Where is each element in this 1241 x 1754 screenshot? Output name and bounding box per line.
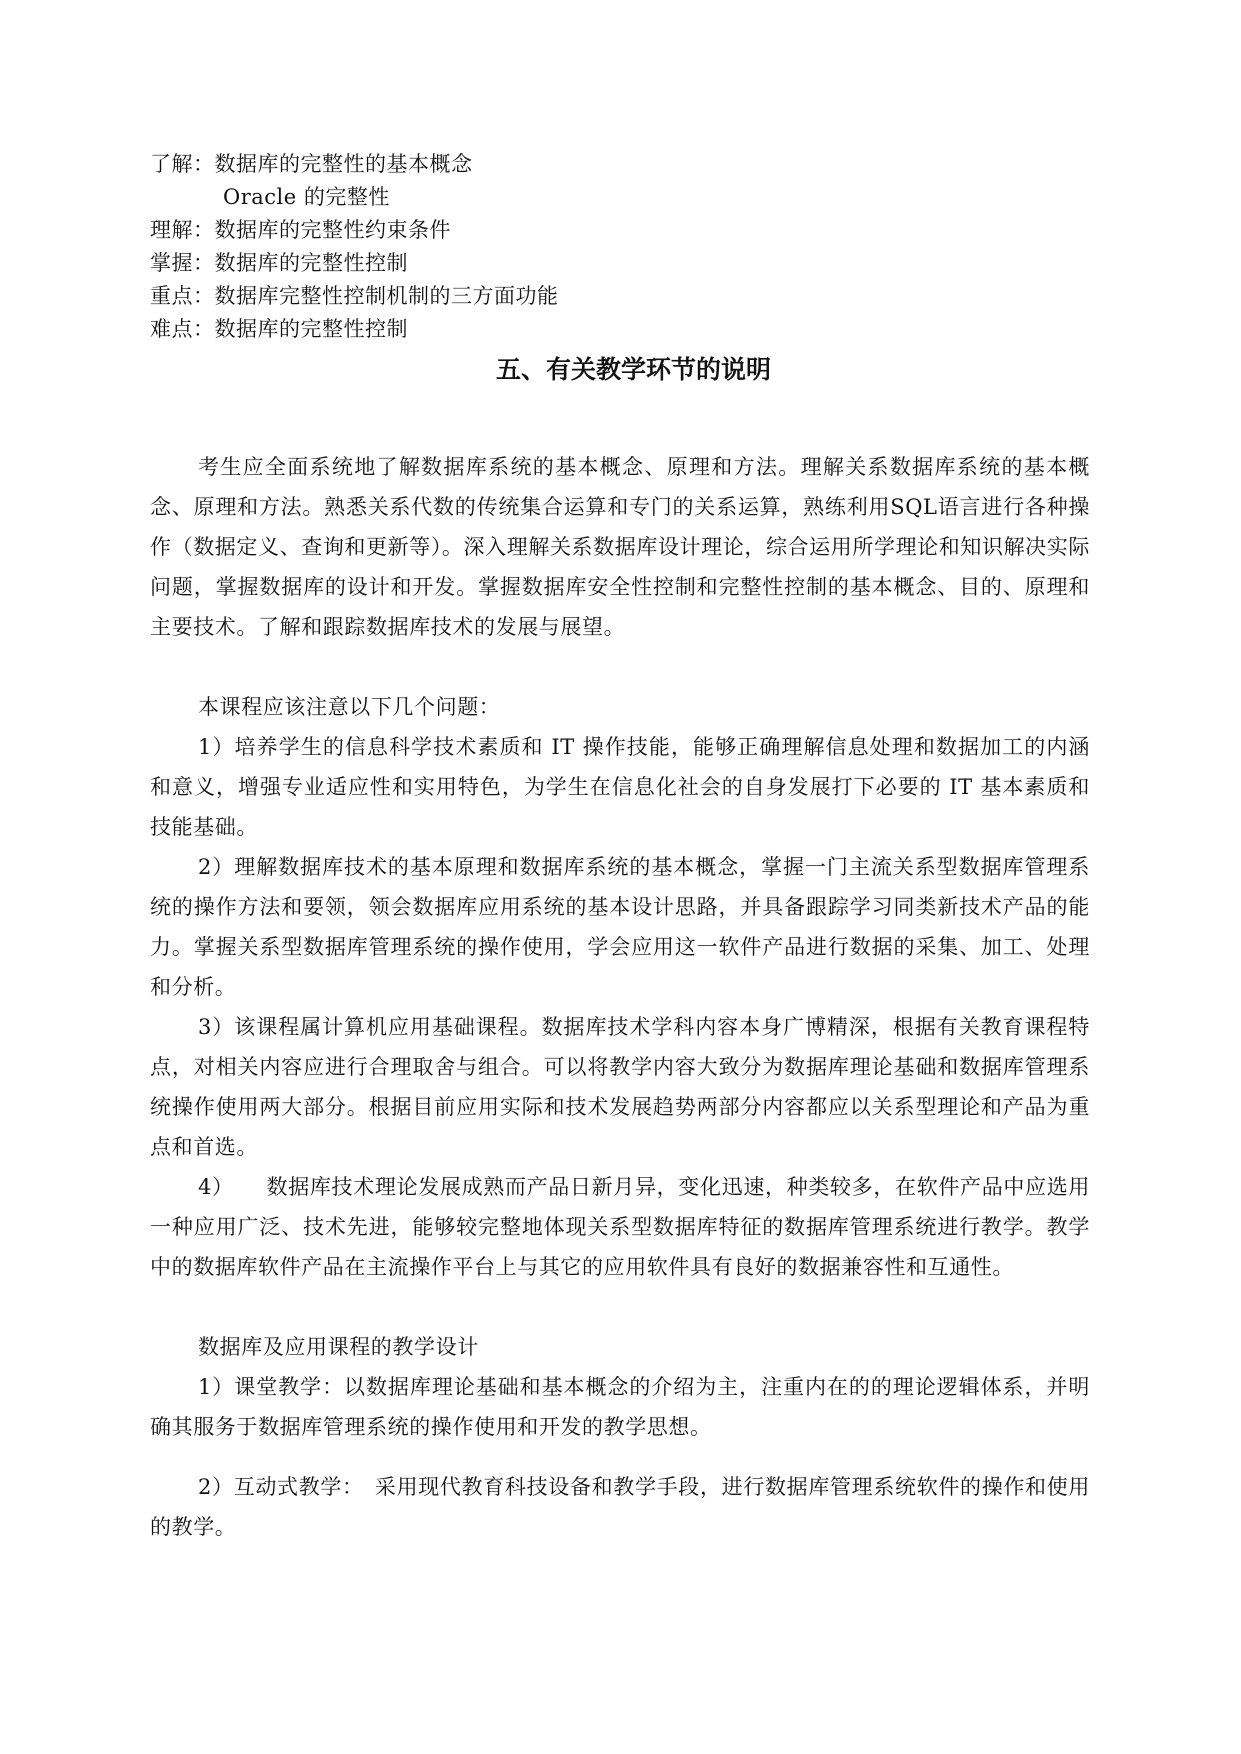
requirement-master: 掌握：数据库的完整性控制	[150, 251, 408, 275]
paragraph-issue-4: 4） 数据库技术理论发展成熟而产品日新月异，变化迅速，种类较多，在软件产品中应选用一种应用广泛、技术先进，能够较完整地体现关系型数据库特征的数据库管理系统进行教学。教学中的数据库软件产品在主流操作平台上与其它的应用软件具有良好的数据兼容性和互通性。	[150, 1175, 1090, 1279]
paragraph-design-classroom: 1）课堂教学：以数据库理论基础和基本概念的介绍为主，注重内在的的理论逻辑体系，并明确其服务于数据库管理系统的操作使用和开发的教学思想。	[150, 1375, 1090, 1439]
paragraph-issue-3: 3）该课程属计算机应用基础课程。数据库技术学科内容本身广博精深，根据有关教育课程特点，对相关内容应进行合理取舍与组合。可以将教学内容大致分为数据库理论基础和数据库管理系统操作使用两大部分。根据目前应用实际和技术发展趋势两部分内容都应以关系型理论和产品为重点和首选。	[150, 1015, 1090, 1159]
paragraph-issue-1: 1）培养学生的信息科学技术素质和 IT 操作技能，能够正确理解信息处理和数据加工的内涵和意义，增强专业适应性和实用特色，为学生在信息化社会的自身发展打下必要的 IT 基本素质和技能基础。	[150, 735, 1090, 839]
requirement-oracle-integrity: Oracle 的完整性	[223, 185, 390, 209]
requirement-difficulty: 难点：数据库的完整性控制	[150, 317, 408, 341]
requirement-key-point: 重点：数据库完整性控制机制的三方面功能	[150, 284, 559, 308]
section-title: 五、有关教学环节的说明	[495, 355, 771, 384]
paragraph-issue-2: 2）理解数据库技术的基本原理和数据库系统的基本概念，掌握一门主流关系型数据库管理系统的操作方法和要领，领会数据库应用系统的基本设计思路，并具备跟踪学习同类新技术产品的能力。掌握关系型数据库管理系统的操作使用，学会应用这一软件产品进行数据的采集、加工、处理和分析。	[150, 855, 1090, 999]
paragraph-design-heading: 数据库及应用课程的教学设计	[198, 1335, 479, 1359]
requirement-understand-basic: 了解：数据库的完整性的基本概念	[150, 152, 473, 176]
paragraph-issues-intro: 本课程应该注意以下几个问题：	[198, 695, 501, 719]
paragraph-overview: 考生应全面系统地了解数据库系统的基本概念、原理和方法。理解关系数据库系统的基本概念、原理和方法。熟悉关系代数的传统集合运算和专门的关系运算，熟练利用SQL语言进行各种操作（数据定义、查询和更新等）。深入理解关系数据库设计理论，综合运用所学理论和知识解决实际问题，掌握数据库的设计和开发。掌握数据库安全性控制和完整性控制的基本概念、目的、原理和主要技术。了解和跟踪数据库技术的发展与展望。	[150, 455, 1090, 639]
requirement-comprehend: 理解：数据库的完整性约束条件	[150, 218, 451, 242]
paragraph-design-interactive: 2）互动式教学： 采用现代教育科技设备和教学手段，进行数据库管理系统软件的操作和使用的教学。	[150, 1475, 1090, 1539]
